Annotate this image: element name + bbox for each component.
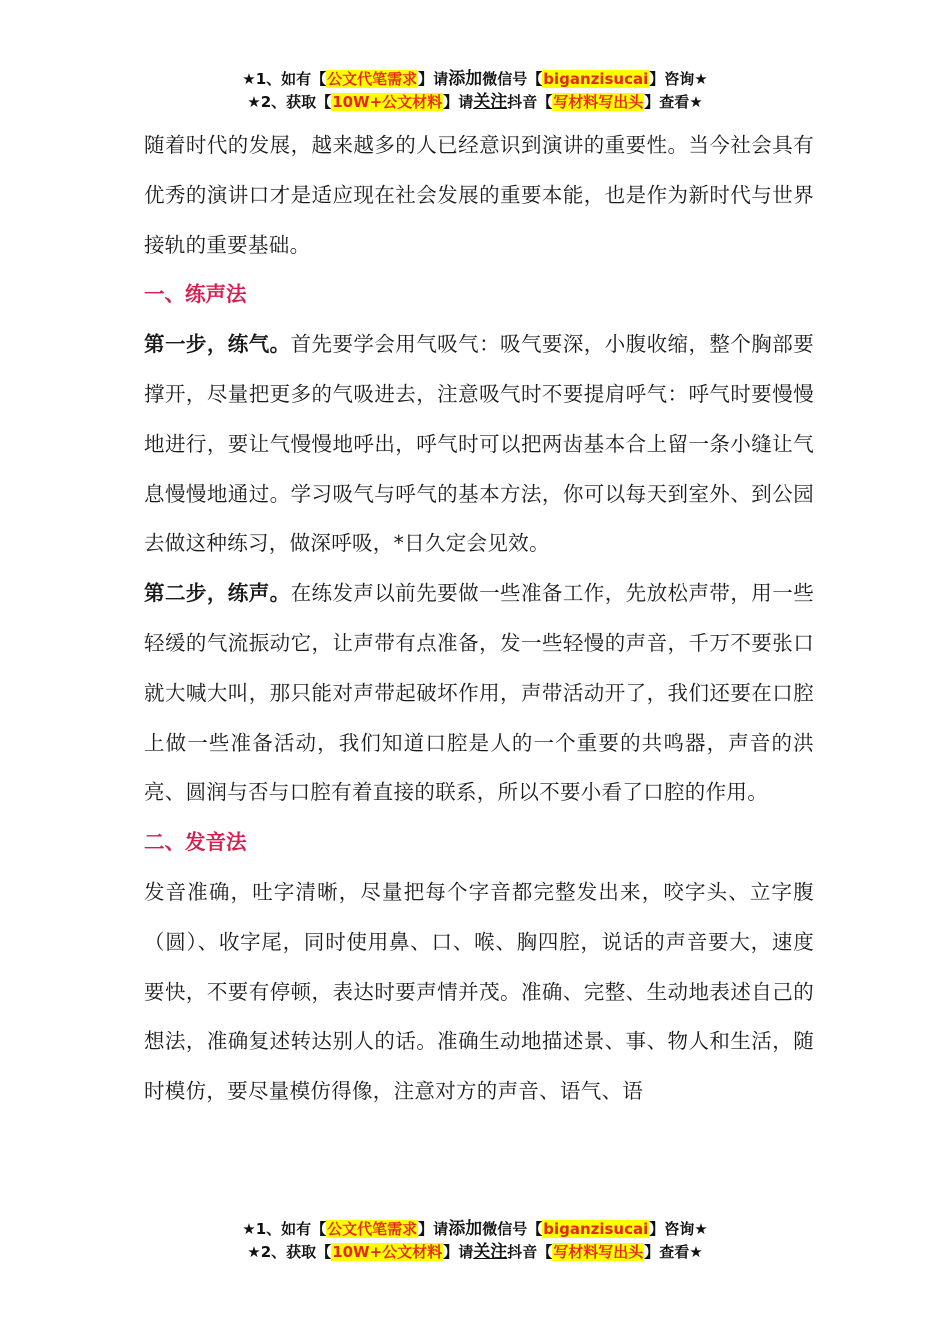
banner-text: 微信号【 [482, 70, 543, 88]
banner-text: ★2、获取【 [247, 93, 332, 111]
banner-line-2 [0, 1241, 950, 1264]
banner-highlight: biganzisucai [543, 70, 649, 88]
banner-highlight: 10W+公文材料 [332, 1243, 443, 1261]
banner-text: ★1、如有【 [242, 1220, 327, 1238]
section-heading-1: 一、练声法 [144, 282, 247, 307]
banner-text: 】查看★ [644, 93, 703, 111]
banner-text: 】请 [418, 1220, 449, 1238]
step1-paragraph [144, 320, 814, 569]
banner-text: 】请 [443, 1243, 474, 1261]
section-heading-2: 二、发音法 [144, 830, 247, 855]
step1-lead: 第一步，练气。 [144, 332, 291, 357]
banner-text: 】咨询★ [649, 70, 708, 88]
banner-text: 抖音【 [507, 1243, 553, 1261]
banner-highlight: 写材料写出头 [553, 1243, 644, 1261]
banner-emphasis: 关注 [473, 1242, 508, 1262]
header-banner [0, 68, 950, 114]
document-body [144, 121, 814, 1117]
section2-paragraph: 发音准确，吐字清晰，尽量把每个字音都完整发出来，咬字头、立字腹（圆）、收字尾，同时使用鼻、口、喉、胸四腔，说话的声音要大，速度要快，不要有停顿，表达时要声情并茂。准确、完整、生动地表述自己的想法，准确复述转达别人的话。准确生动地描述景、事、物人和生活，随时模仿，要尽量模仿得像，注意对方的声音、语气、语 [144, 879, 814, 1104]
banner-text: ★2、获取【 [247, 1243, 332, 1261]
banner-highlight: biganzisucai [543, 1220, 649, 1238]
banner-highlight: 公文代笔需求 [327, 70, 418, 88]
banner-emphasis: 关注 [473, 92, 508, 112]
banner-highlight: 写材料写出头 [553, 93, 644, 111]
banner-emphasis: 添加 [448, 69, 483, 89]
footer-banner [0, 1218, 950, 1264]
step2-paragraph [144, 569, 814, 818]
banner-line-2 [0, 91, 950, 114]
banner-text: 】咨询★ [649, 1220, 708, 1238]
banner-emphasis: 添加 [448, 1219, 483, 1239]
banner-text: 抖音【 [507, 93, 553, 111]
banner-text: 】查看★ [644, 1243, 703, 1261]
banner-text: 】请 [443, 93, 474, 111]
banner-line-1 [0, 1218, 950, 1241]
step2-text: 在练发声以前先要做一些准备工作，先放松声带，用一些轻缓的气流振动它，让声带有点准备，发一些轻慢的声音，千万不要张口就大喊大叫，那只能对声带起破坏作用，声带活动开了，我们还要在口腔上做一些准备活动，我们知道口腔是人的一个重要的共鸣器，声音的洪亮、圆润与否与口腔有着直接的联系，所以不要小看了口腔的作用。 [144, 581, 814, 805]
banner-text: 】请 [418, 70, 449, 88]
banner-highlight: 10W+公文材料 [332, 93, 443, 111]
step1-text: 首先要学会用气吸气：吸气要深，小腹收缩，整个胸部要撑开，尽量把更多的气吸进去，注意吸气时不要提肩呼气：呼气时要慢慢地进行，要让气慢慢地呼出，呼气时可以把两齿基本合上留一条小缝让气息慢慢地通过。学习吸气与呼气的基本方法，你可以每天到室外、到公园去做这种练习，做深呼吸，*日久定会见效。 [144, 332, 814, 556]
intro-paragraph: 随着时代的发展，越来越多的人已经意识到演讲的重要性。当今社会具有优秀的演讲口才是适应现在社会发展的重要本能，也是作为新时代与世界接轨的重要基础。 [144, 133, 814, 257]
banner-text: 微信号【 [482, 1220, 543, 1238]
step2-lead: 第二步，练声。 [144, 581, 291, 606]
banner-line-1 [0, 68, 950, 91]
banner-highlight: 公文代笔需求 [327, 1220, 418, 1238]
banner-text: ★1、如有【 [242, 70, 327, 88]
